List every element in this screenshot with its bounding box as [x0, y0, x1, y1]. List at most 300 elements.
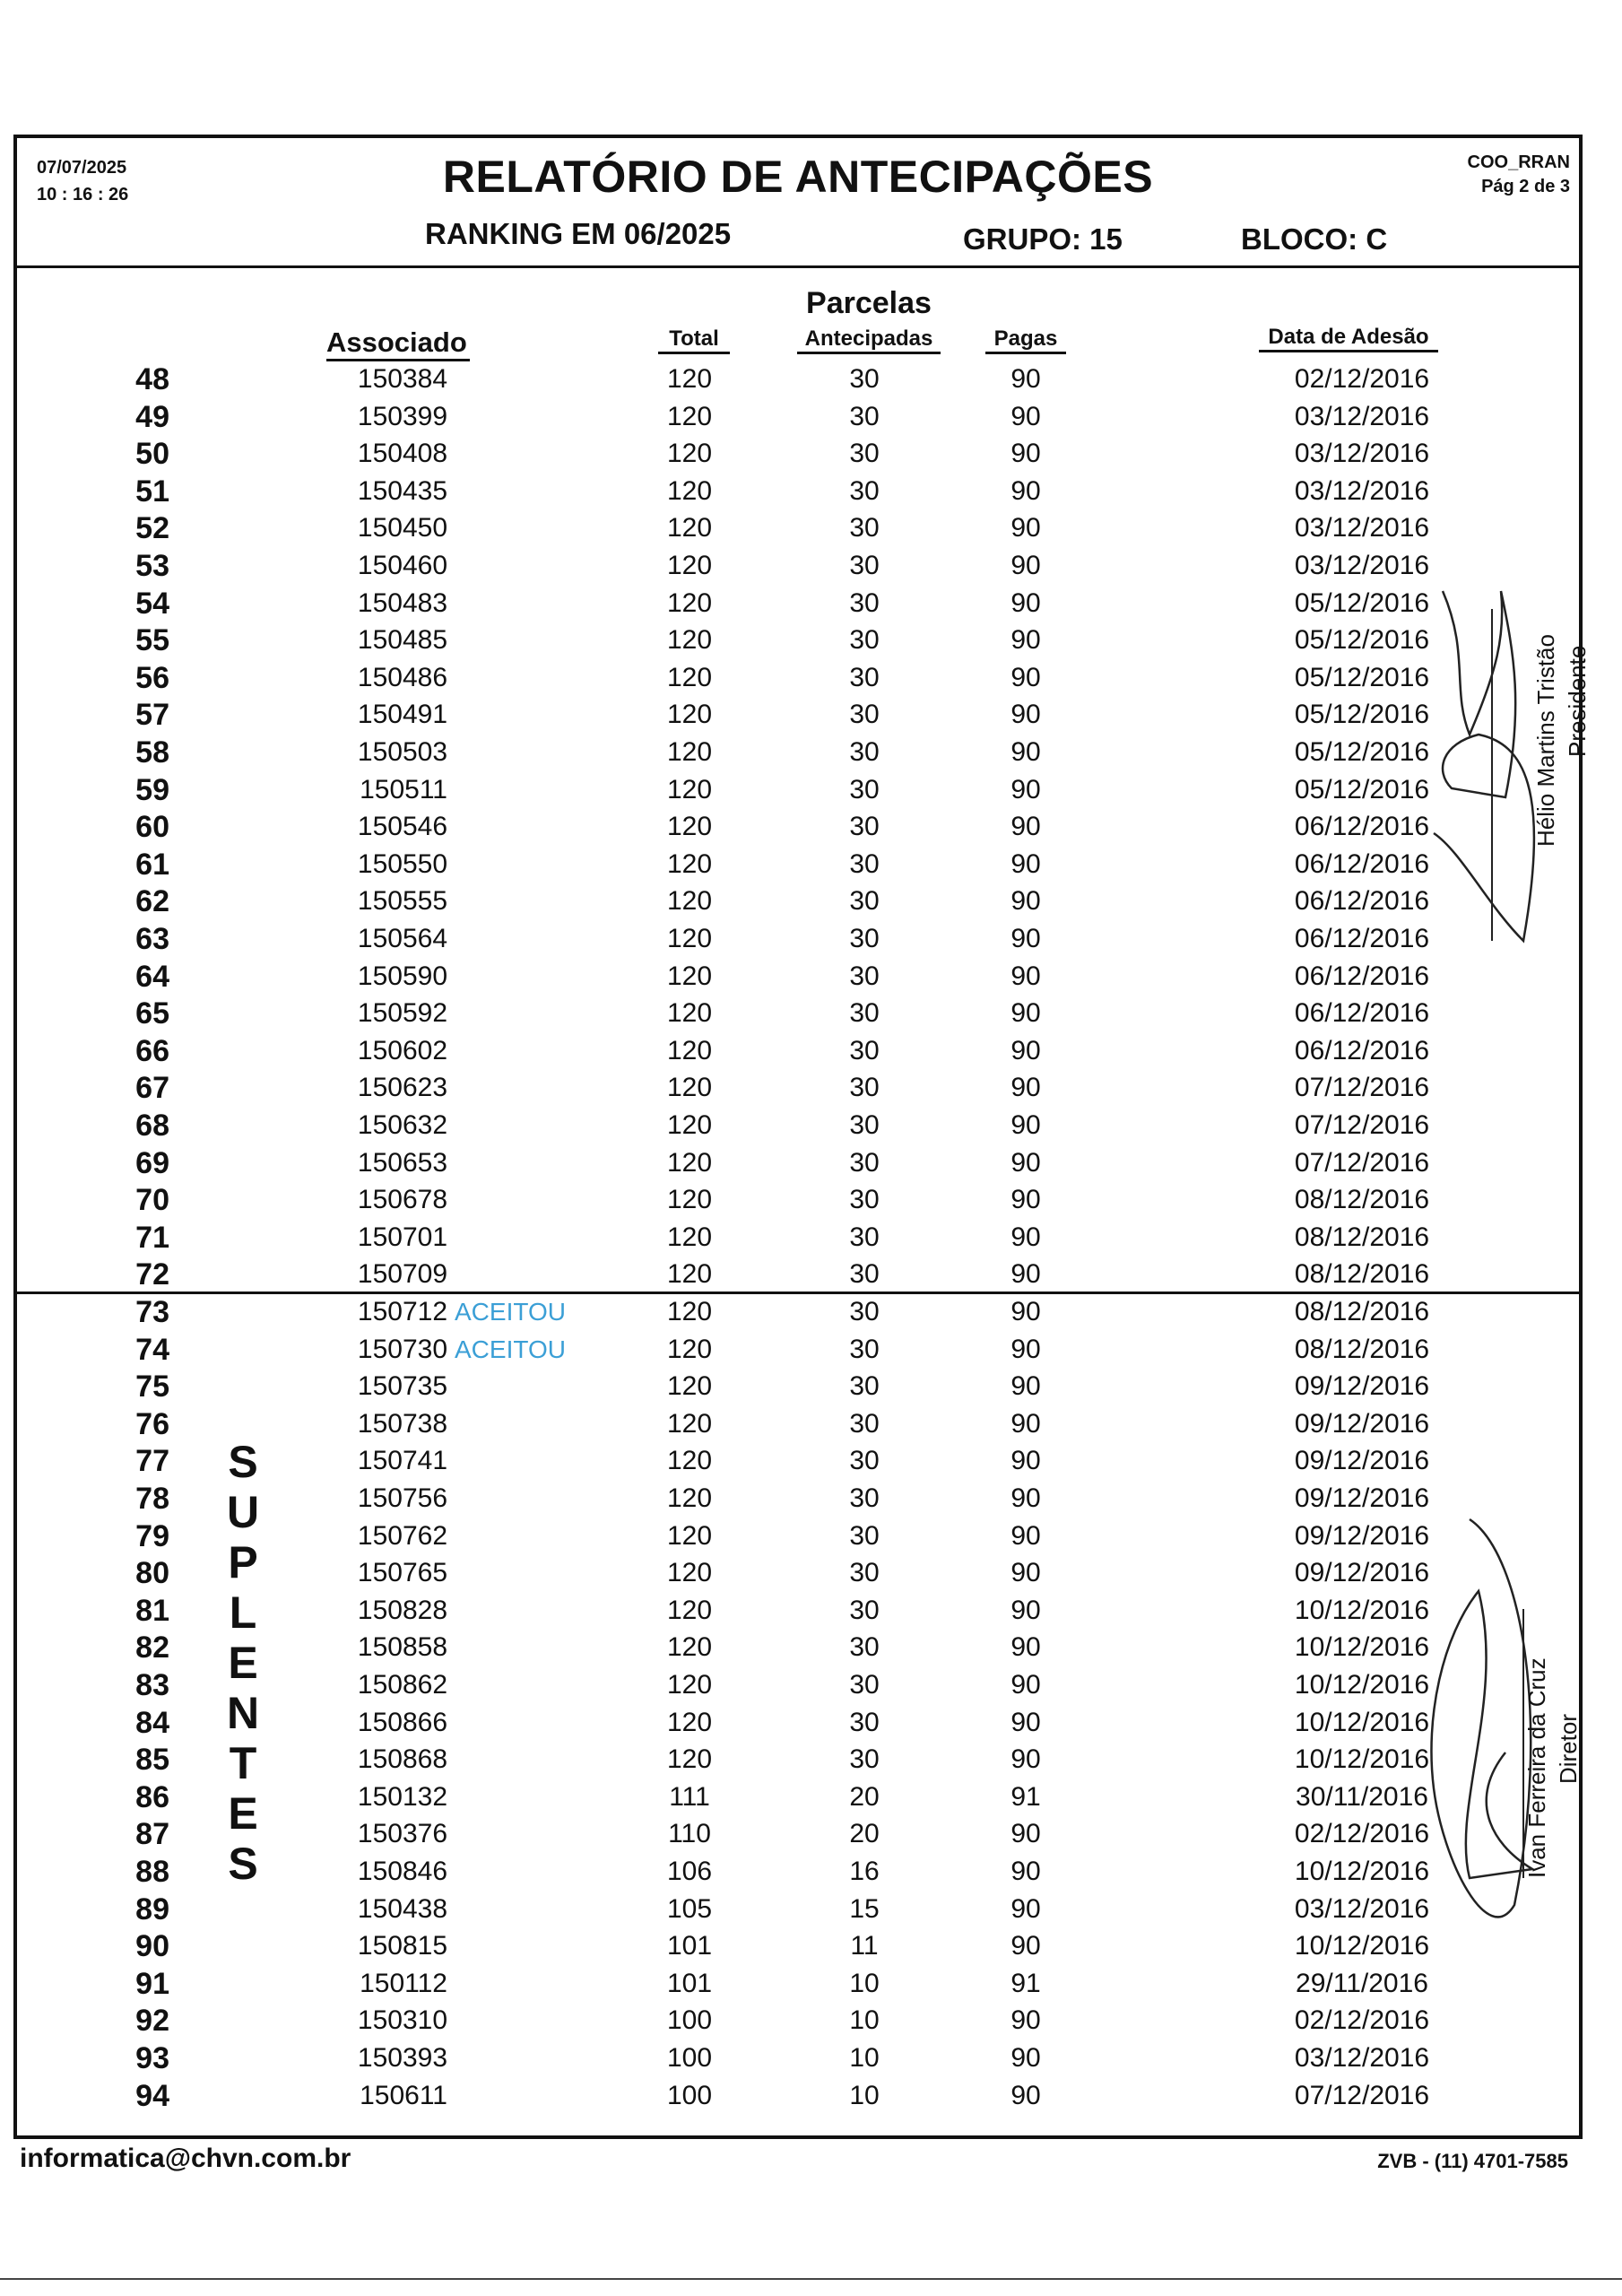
associado-cell: 150611	[360, 2080, 447, 2110]
pagas-cell: 90	[1010, 662, 1041, 692]
rank-cell: 80	[135, 1556, 169, 1591]
associado-cell: 150460	[357, 551, 447, 580]
data-adesao-cell: 06/12/2016	[1294, 848, 1430, 879]
total-cell: 120	[666, 1297, 713, 1326]
data-adesao-cell: 08/12/2016	[1294, 1334, 1430, 1364]
status-tag: ACEITOU	[455, 1298, 566, 1326]
data-adesao-cell: 10/12/2016	[1294, 1931, 1430, 1961]
table-row	[17, 398, 1579, 436]
page-bottom-rule	[0, 2278, 1622, 2280]
pagas-cell: 90	[1010, 961, 1041, 991]
total-cell: 120	[666, 848, 713, 879]
total-cell: 120	[666, 1110, 713, 1140]
print-time: 10 : 16 : 26	[37, 185, 129, 204]
rank-cell: 52	[135, 511, 169, 546]
antecipadas-cell: 20	[849, 1819, 880, 1849]
pagas-cell: 90	[1010, 737, 1041, 767]
rank-cell: 92	[135, 2004, 169, 2039]
signatory-1-title: Presidente	[1564, 645, 1591, 757]
table-row	[17, 585, 1579, 622]
antecipadas-cell: 30	[849, 924, 880, 953]
suplentes-letter: N	[226, 1688, 260, 1738]
pagas-cell: 90	[1010, 1744, 1041, 1775]
total-cell: 120	[666, 625, 713, 656]
data-adesao-cell: 08/12/2016	[1294, 1222, 1430, 1252]
rank-cell: 78	[135, 1482, 169, 1516]
total-cell: 120	[666, 439, 713, 469]
pagas-cell: 90	[1010, 1558, 1041, 1588]
antecipadas-cell: 30	[849, 1595, 880, 1625]
rank-cell: 88	[135, 1855, 169, 1889]
table-row	[17, 995, 1579, 1032]
antecipadas-cell: 30	[849, 625, 880, 656]
pagas-cell: 90	[1010, 1185, 1041, 1215]
pagas-cell: 90	[1010, 1446, 1041, 1476]
antecipadas-cell: 30	[849, 1446, 880, 1476]
footer-email: informatica@chvn.com.br	[20, 2144, 351, 2173]
antecipadas-cell: 16	[849, 1857, 880, 1886]
associado-cell: 150546	[357, 812, 447, 842]
suplentes-letter: E	[228, 1638, 258, 1688]
associado-cell: 150112	[360, 1968, 447, 1998]
total-cell: 120	[666, 1632, 713, 1663]
data-adesao-cell: 06/12/2016	[1294, 886, 1430, 917]
suplentes-divider	[17, 1292, 1579, 1294]
data-adesao-cell: 02/12/2016	[1294, 2005, 1430, 2036]
total-cell: 120	[666, 1520, 713, 1551]
antecipadas-header: Antecipadas	[797, 326, 941, 354]
associado-cell: 150858	[357, 1632, 447, 1663]
data-adesao-cell: 08/12/2016	[1294, 1259, 1430, 1290]
rank-cell: 70	[135, 1183, 169, 1218]
table-row	[17, 1368, 1579, 1405]
data-adesao-cell: 09/12/2016	[1294, 1371, 1430, 1402]
rank-cell: 68	[135, 1109, 169, 1143]
rank-cell: 74	[135, 1332, 169, 1367]
associado-cell: 150408	[357, 439, 447, 469]
pagas-cell: 90	[1010, 774, 1041, 804]
associado-cell: 150491	[357, 700, 447, 730]
pagas-cell: 90	[1010, 1371, 1041, 1402]
antecipadas-cell: 30	[849, 1259, 880, 1290]
total-cell: 120	[666, 774, 713, 804]
antecipadas-cell: 30	[849, 1110, 880, 1140]
rank-cell: 72	[135, 1257, 169, 1292]
bloco-label: BLOCO: C	[1241, 222, 1388, 256]
rank-cell: 85	[135, 1743, 169, 1778]
table-row	[17, 734, 1579, 771]
rank-cell: 69	[135, 1145, 169, 1180]
table-row	[17, 2077, 1579, 2115]
antecipadas-cell: 30	[849, 774, 880, 804]
data-adesao-cell: 06/12/2016	[1294, 1035, 1430, 1065]
table-row	[17, 1927, 1579, 1965]
data-adesao-cell: 10/12/2016	[1294, 1595, 1430, 1625]
associado-cell: 150550	[357, 848, 447, 879]
rank-cell: 81	[135, 1593, 169, 1628]
data-adesao-cell: 09/12/2016	[1294, 1558, 1430, 1588]
associado-cell: 150590	[357, 961, 447, 991]
antecipadas-cell: 30	[849, 1035, 880, 1065]
suplentes-letter: S	[228, 1839, 258, 1889]
table-row	[17, 659, 1579, 697]
antecipadas-cell: 30	[849, 1185, 880, 1215]
total-cell: 120	[666, 886, 713, 917]
rank-cell: 84	[135, 1705, 169, 1740]
associado-cell: 150602	[357, 1035, 447, 1065]
pagas-cell: 90	[1010, 2043, 1041, 2073]
rank-cell: 73	[135, 1295, 169, 1329]
pagas-cell: 90	[1010, 1259, 1041, 1290]
table-row	[17, 2002, 1579, 2039]
associado-cell: 150623	[357, 1073, 447, 1103]
pagas-cell: 91	[1010, 1781, 1041, 1812]
antecipadas-cell: 30	[849, 1483, 880, 1513]
associado-cell: 150393	[357, 2043, 447, 2073]
total-cell: 120	[666, 700, 713, 730]
pagas-cell: 90	[1010, 551, 1041, 580]
suplentes-letter: L	[229, 1587, 257, 1638]
rank-cell: 66	[135, 1033, 169, 1068]
antecipadas-cell: 30	[849, 1520, 880, 1551]
data-adesao-cell: 05/12/2016	[1294, 774, 1430, 804]
antecipadas-cell: 30	[849, 1707, 880, 1737]
report-header	[17, 138, 1579, 268]
parcelas-header: Parcelas	[806, 286, 932, 320]
pagas-cell: 90	[1010, 1670, 1041, 1700]
table-row	[17, 771, 1579, 809]
associado-cell: 150438	[357, 1893, 447, 1924]
total-cell: 120	[666, 364, 713, 394]
total-cell: 100	[666, 2005, 713, 2036]
data-adesao-cell: 10/12/2016	[1294, 1632, 1430, 1663]
antecipadas-cell: 30	[849, 1297, 880, 1326]
pagas-cell: 90	[1010, 924, 1041, 953]
table-row	[17, 808, 1579, 846]
antecipadas-cell: 30	[849, 812, 880, 842]
data-adesao-cell: 08/12/2016	[1294, 1297, 1430, 1326]
pagas-cell: 90	[1010, 1931, 1041, 1961]
antecipadas-cell: 30	[849, 1334, 880, 1364]
pagas-cell: 90	[1010, 1110, 1041, 1140]
pagas-cell: 90	[1010, 1707, 1041, 1737]
total-cell: 120	[666, 924, 713, 953]
rank-cell: 91	[135, 1966, 169, 2001]
table-row	[17, 696, 1579, 734]
associado-cell: 150555	[357, 886, 447, 917]
associado-cell: 150503	[357, 737, 447, 767]
rank-cell: 93	[135, 2041, 169, 2075]
ranking-label: RANKING EM 06/2025	[425, 217, 732, 250]
associado-cell: 150632	[357, 1110, 447, 1140]
pagas-cell: 90	[1010, 812, 1041, 842]
rank-cell: 82	[135, 1631, 169, 1665]
associado-cell: 150815	[357, 1931, 447, 1961]
total-cell: 120	[666, 551, 713, 580]
data-adesao-cell: 07/12/2016	[1294, 1147, 1430, 1178]
table-row	[17, 1256, 1579, 1293]
total-cell: 120	[666, 1558, 713, 1588]
data-adesao-cell: 09/12/2016	[1294, 1483, 1430, 1513]
associado-cell: 150384	[357, 364, 447, 394]
rank-cell: 87	[135, 1817, 169, 1852]
associado-cell: 150483	[357, 587, 447, 618]
table-row	[17, 509, 1579, 547]
rank-cell: 54	[135, 586, 169, 621]
total-cell: 120	[666, 1483, 713, 1513]
rank-cell: 79	[135, 1518, 169, 1553]
data-adesao-cell: 09/12/2016	[1294, 1446, 1430, 1476]
pagas-cell: 90	[1010, 700, 1041, 730]
pagas-cell: 90	[1010, 2080, 1041, 2110]
data-adesao-cell: 03/12/2016	[1294, 2043, 1430, 2073]
rank-cell: 71	[135, 1220, 169, 1255]
rank-cell: 61	[135, 847, 169, 882]
table-row	[17, 1032, 1579, 1070]
total-cell: 120	[666, 1222, 713, 1252]
signatory-2-title: Diretor	[1555, 1713, 1582, 1784]
data-adesao-cell: 03/12/2016	[1294, 551, 1430, 580]
total-cell: 120	[666, 1371, 713, 1402]
total-cell: 120	[666, 961, 713, 991]
data-adesao-cell: 02/12/2016	[1294, 1819, 1430, 1849]
data-adesao-cell: 02/12/2016	[1294, 364, 1430, 394]
antecipadas-cell: 30	[849, 513, 880, 544]
antecipadas-cell: 10	[849, 2005, 880, 2036]
rank-cell: 67	[135, 1071, 169, 1106]
associado-cell: 150828	[357, 1595, 447, 1625]
signature-presidente	[1416, 474, 1586, 959]
rank-cell: 59	[135, 772, 169, 807]
total-cell: 120	[666, 1073, 713, 1103]
pagas-cell: 90	[1010, 364, 1041, 394]
antecipadas-cell: 30	[849, 1073, 880, 1103]
associado-cell: 150741	[357, 1446, 447, 1476]
table-row	[17, 846, 1579, 883]
rank-cell: 62	[135, 884, 169, 919]
antecipadas-cell: 30	[849, 551, 880, 580]
table-row	[17, 622, 1579, 659]
associado-cell: 150564	[357, 924, 447, 953]
suplentes-letter: S	[228, 1437, 258, 1487]
antecipadas-cell: 30	[849, 1670, 880, 1700]
total-cell: 120	[666, 737, 713, 767]
data-adesao-cell: 03/12/2016	[1294, 513, 1430, 544]
data-adesao-cell: 06/12/2016	[1294, 961, 1430, 991]
total-cell: 120	[666, 662, 713, 692]
data-adesao-cell: 06/12/2016	[1294, 812, 1430, 842]
table-row	[17, 361, 1579, 398]
total-cell: 120	[666, 998, 713, 1029]
pagas-cell: 90	[1010, 439, 1041, 469]
suplentes-letter: E	[228, 1788, 258, 1839]
suplentes-letter: P	[228, 1537, 258, 1587]
data-adesao-cell: 09/12/2016	[1294, 1408, 1430, 1439]
antecipadas-cell: 30	[849, 1147, 880, 1178]
associado-cell: 150738	[357, 1408, 447, 1439]
data-adesao-cell: 03/12/2016	[1294, 475, 1430, 506]
page-number: Pág 2 de 3	[1481, 177, 1570, 196]
associado-cell: 150862	[357, 1670, 447, 1700]
total-cell: 120	[666, 1707, 713, 1737]
table-row	[17, 1965, 1579, 2003]
rank-cell: 86	[135, 1779, 169, 1814]
total-cell: 120	[666, 1446, 713, 1476]
total-cell: 120	[666, 1259, 713, 1290]
pagas-cell: 90	[1010, 886, 1041, 917]
pagas-cell: 90	[1010, 475, 1041, 506]
data-adesao-cell: 05/12/2016	[1294, 662, 1430, 692]
data-adesao-cell: 09/12/2016	[1294, 1520, 1430, 1551]
rank-cell: 89	[135, 1892, 169, 1926]
rank-cell: 90	[135, 1929, 169, 1964]
total-cell: 120	[666, 513, 713, 544]
table-row	[17, 2039, 1579, 2077]
total-cell: 106	[666, 1857, 713, 1886]
data-adesao-cell: 08/12/2016	[1294, 1185, 1430, 1215]
rank-cell: 55	[135, 623, 169, 658]
data-adesao-cell: 10/12/2016	[1294, 1857, 1430, 1886]
total-cell: 105	[666, 1893, 713, 1924]
pagas-cell: 90	[1010, 1035, 1041, 1065]
associado-cell: 150435	[357, 475, 447, 506]
pagas-cell: 90	[1010, 587, 1041, 618]
associado-cell: 150376	[357, 1819, 447, 1849]
table-row	[17, 1069, 1579, 1107]
table-row	[17, 958, 1579, 996]
data-adesao-cell: 30/11/2016	[1296, 1781, 1428, 1812]
pagas-cell: 90	[1010, 1595, 1041, 1625]
rank-cell: 51	[135, 474, 169, 509]
data-adesao-cell: 03/12/2016	[1294, 401, 1430, 431]
pagas-cell: 90	[1010, 1520, 1041, 1551]
data-adesao-cell: 07/12/2016	[1294, 1110, 1430, 1140]
pagas-header: Pagas	[985, 326, 1066, 354]
rank-cell: 94	[135, 2078, 169, 2113]
data-adesao-cell: 10/12/2016	[1294, 1707, 1430, 1737]
table-row	[17, 1144, 1579, 1182]
table-row	[17, 920, 1579, 958]
table-row	[17, 547, 1579, 585]
pagas-cell: 90	[1010, 513, 1041, 544]
rank-cell: 48	[135, 362, 169, 396]
suplentes-letter: T	[229, 1738, 257, 1788]
antecipadas-cell: 30	[849, 1744, 880, 1775]
associado-cell: 150511	[360, 774, 447, 804]
data-adesao-cell: 07/12/2016	[1294, 2080, 1430, 2110]
report-code-block	[1468, 151, 1570, 199]
associado-cell: 150762	[357, 1520, 447, 1551]
antecipadas-cell: 30	[849, 961, 880, 991]
associado-cell: 150735	[357, 1371, 447, 1402]
table-row	[17, 1331, 1579, 1369]
total-cell: 120	[666, 1185, 713, 1215]
pagas-cell: 90	[1010, 998, 1041, 1029]
data-adesao-cell: 03/12/2016	[1294, 1893, 1430, 1924]
antecipadas-cell: 30	[849, 886, 880, 917]
pagas-cell: 90	[1010, 1408, 1041, 1439]
associado-cell: 150132	[357, 1781, 447, 1812]
total-cell: 120	[666, 587, 713, 618]
associado-cell: 150678	[357, 1185, 447, 1215]
data-adesao-cell: 10/12/2016	[1294, 1670, 1430, 1700]
associado-cell: 150485	[357, 625, 447, 656]
total-cell: 120	[666, 1744, 713, 1775]
antecipadas-cell: 30	[849, 1222, 880, 1252]
rank-cell: 64	[135, 959, 169, 994]
table-row	[17, 435, 1579, 473]
antecipadas-cell: 30	[849, 700, 880, 730]
antecipadas-cell: 30	[849, 1558, 880, 1588]
total-cell: 120	[666, 1334, 713, 1364]
total-cell: 120	[666, 1670, 713, 1700]
pagas-cell: 90	[1010, 1297, 1041, 1326]
report-code: COO_RRAN	[1467, 152, 1570, 172]
data-adesao-cell: 06/12/2016	[1294, 924, 1430, 953]
print-date: 07/07/2025	[37, 158, 127, 178]
data-adesao-cell: 06/12/2016	[1294, 998, 1430, 1029]
grupo-label: GRUPO: 15	[963, 222, 1123, 256]
rank-cell: 58	[135, 735, 169, 770]
antecipadas-cell: 30	[849, 364, 880, 394]
pagas-cell: 90	[1010, 1632, 1041, 1663]
antecipadas-cell: 20	[849, 1781, 880, 1812]
table-row	[17, 1219, 1579, 1257]
associado-cell: 150701	[357, 1222, 447, 1252]
associado-cell: 150756	[357, 1483, 447, 1513]
antecipadas-cell: 30	[849, 1632, 880, 1663]
total-cell: 111	[669, 1781, 710, 1812]
data-adesao-cell: 05/12/2016	[1294, 625, 1430, 656]
data-adesao-cell: 05/12/2016	[1294, 700, 1430, 730]
antecipadas-cell: 10	[849, 1968, 880, 1998]
rank-cell: 53	[135, 549, 169, 583]
total-cell: 120	[666, 1035, 713, 1065]
pagas-cell: 90	[1010, 1819, 1041, 1849]
antecipadas-cell: 30	[849, 1371, 880, 1402]
rank-cell: 63	[135, 922, 169, 956]
table-row	[17, 1181, 1579, 1219]
antecipadas-cell: 10	[849, 2043, 880, 2073]
table-row	[17, 1293, 1579, 1331]
data-adesao-cell: 05/12/2016	[1294, 737, 1430, 767]
data-adesao-cell: 10/12/2016	[1294, 1744, 1430, 1775]
associado-cell: 150653	[357, 1147, 447, 1178]
total-cell: 101	[666, 1968, 713, 1998]
pagas-cell: 90	[1010, 1483, 1041, 1513]
pagas-cell: 90	[1010, 1893, 1041, 1924]
rank-cell: 49	[135, 399, 169, 434]
pagas-cell: 90	[1010, 1857, 1041, 1886]
total-header: Total	[658, 326, 730, 354]
antecipadas-cell: 30	[849, 998, 880, 1029]
associado-cell: 150866	[357, 1707, 447, 1737]
report-title: RELATÓRIO DE ANTECIPAÇÕES	[442, 152, 1154, 202]
antecipadas-cell: 30	[849, 475, 880, 506]
data-adesao-header: Data de Adesão	[1259, 325, 1438, 352]
data-adesao-cell: 07/12/2016	[1294, 1073, 1430, 1103]
antecipadas-cell: 30	[849, 737, 880, 767]
total-cell: 120	[666, 812, 713, 842]
total-cell: 120	[666, 401, 713, 431]
rank-cell: 56	[135, 660, 169, 695]
rank-cell: 76	[135, 1406, 169, 1441]
rank-cell: 75	[135, 1370, 169, 1405]
associado-cell: 150399	[357, 401, 447, 431]
suplentes-label	[216, 1437, 270, 1889]
total-cell: 101	[666, 1931, 713, 1961]
antecipadas-cell: 30	[849, 1408, 880, 1439]
